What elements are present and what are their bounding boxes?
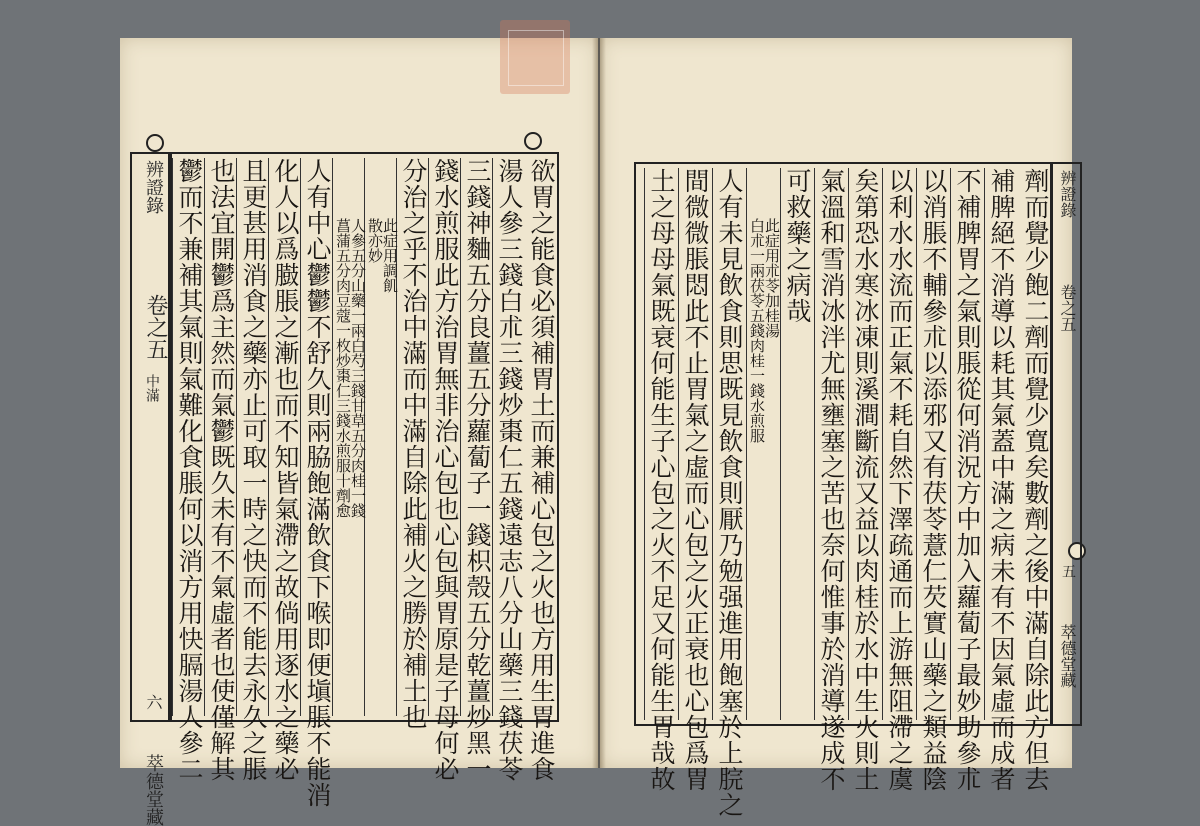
annotation-subline: 此症用調飢 bbox=[381, 218, 399, 293]
annotation-subline: 白朮一兩茯苓五錢肉桂一錢水煎服 bbox=[748, 218, 766, 443]
banxin-title: 辨證錄 bbox=[143, 160, 164, 214]
text-column: 以消脹不輔參朮以添邪又有茯苓薏仁芡實山藥之類益陰 bbox=[916, 168, 949, 720]
annotation-subline: 人參五分山藥一兩白芍三錢甘草五分肉桂一錢 bbox=[349, 218, 367, 518]
text-column: 三錢神麯五分良薑五分蘿蔔子一錢枳殼五分乾薑炒黑一 bbox=[460, 158, 493, 716]
text-column: 湯人參三錢白朮三錢炒棗仁五錢遠志八分山藥三錢茯苓 bbox=[492, 158, 525, 716]
text-column: 且更甚用消食之藥亦止可取一時之快而不能去永久之脹 bbox=[236, 158, 269, 716]
annotation-column bbox=[332, 158, 365, 716]
banxin-section: 中滿 bbox=[144, 374, 160, 402]
text-column: 鬱而不兼補其氣則氣難化食脹何以消方用快膈湯人參二 bbox=[172, 158, 205, 716]
left-text-frame bbox=[170, 152, 559, 808]
text-column: 矣第恐水寒冰凍則溪澗斷流又益以肉桂於水中生火則土 bbox=[848, 168, 881, 720]
banxin-publisher: 萃德堂藏 bbox=[1058, 624, 1077, 688]
banxin-page-number: 六 bbox=[144, 694, 163, 710]
text-column: 劑而覺少飽二劑而覺少寬矣數劑之後中滿自除此方但去 bbox=[1021, 168, 1050, 792]
book-gutter bbox=[592, 38, 606, 768]
text-column: 也法宜開鬱爲主然而氣鬱既久未有不氣虛者也使僅解其 bbox=[204, 158, 237, 716]
left-banxin bbox=[130, 152, 170, 826]
text-column: 間微微脹悶此不止胃氣之虛而心包之火正衰也心包爲胃 bbox=[678, 168, 711, 720]
binding-hole bbox=[524, 132, 542, 150]
text-column: 人有未見飲食則思既見飲食則厭乃勉强進用飽塞於上脘之 bbox=[712, 168, 745, 720]
text-column: 錢水煎服此方治胃無非治心包也心包與胃原是子母何必 bbox=[428, 158, 461, 716]
banxin-publisher: 萃德堂藏 bbox=[143, 754, 164, 826]
text-column: 人有中心鬱鬱不舒久則兩脇飽滿飲食下喉即便塡脹不能消 bbox=[300, 158, 333, 716]
text-column: 氣溫和雪消冰泮尤無壅塞之苦也奈何惟事於消導遂成不 bbox=[814, 168, 847, 720]
right-text-frame bbox=[634, 162, 1053, 818]
text-column: 分治之乎不治中滿而中滿自除此補火之勝於補土也 bbox=[396, 158, 429, 716]
text-column: 以利水水流而正氣不耗自然下澤疏通而上游無阻滯之虞 bbox=[882, 168, 915, 720]
text-column: 可救藥之病哉 bbox=[780, 168, 813, 720]
text-column: 補脾絕不消導以耗其氣蓋中滿之病未有不因氣虛而成者 bbox=[984, 168, 1017, 720]
annotation-subline: 散亦妙 bbox=[366, 218, 384, 263]
banxin-volume: 卷之五 bbox=[1058, 284, 1077, 332]
right-banxin bbox=[1050, 162, 1082, 726]
annotation-subline: 此症用朮苓加桂湯 bbox=[763, 218, 781, 338]
annotation-subline: 菖蒲五分肉豆蔻一枚炒棗仁三錢水煎服十劑愈 bbox=[334, 218, 352, 518]
banxin-page-number: 五 bbox=[1060, 564, 1076, 578]
banxin-volume: 卷之五 bbox=[143, 294, 168, 360]
binding-hole bbox=[146, 134, 164, 152]
text-column: 化人以爲臌脹之漸也而不知皆氣滯之故倘用逐水之藥必 bbox=[268, 158, 301, 716]
banxin-title: 辨證錄 bbox=[1058, 170, 1077, 218]
annotation-column bbox=[364, 158, 397, 716]
text-column: 土之母母氣既衰何能生子心包之火不足又何能生胃哉故 bbox=[644, 168, 677, 720]
text-column: 欲胃之能食必須補胃土而兼補心包之火也方用生胃進食 bbox=[527, 158, 556, 782]
text-column: 不補脾胃之氣則脹從何消況方中加入蘿蔔子最妙助參朮 bbox=[950, 168, 983, 720]
library-seal bbox=[500, 20, 570, 94]
annotation-column bbox=[746, 168, 779, 720]
